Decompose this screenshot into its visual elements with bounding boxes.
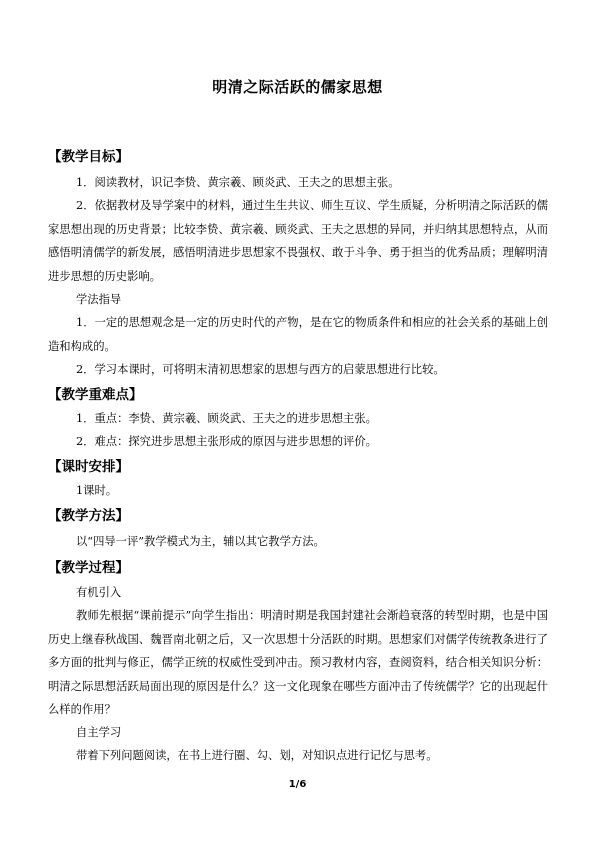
page-number: 1/6 — [288, 779, 307, 790]
process-intro-label: 有机引入 — [76, 586, 122, 599]
process-intro-text: 教师先根据“课前提示”向学生指出：明清时期是我国封建社会渐趋衰落的转型时期，也是中国历史上继春秋战国、魏晋南北朝之后，又一次思想十分活跃的时期。思想家们对儒学传统教条进行了多方面的批判与修正，儒学正统的权威性受到冲击。预习教材内容，查阅资料，结合相关知识分析：明清之际思想活跃局面出现的原因是什么？这一文化现象在哪些方面冲击了传统儒学？它的出现起什么样的作用？ — [48, 609, 548, 716]
process-self-study-label: 自主学习 — [76, 726, 122, 739]
section-heading-key-points: 【教学重难点】 — [48, 387, 143, 403]
method-guide-label: 学法指导 — [76, 293, 122, 306]
method-guide-item-2: 2．学习本课时，可将明末清初思想家的思想与西方的启蒙思想进行比较。 — [76, 363, 445, 376]
method-guide-item-1: 1．一定的思想观念是一定的历史时代的产物，是在它的物质条件和相应的社会关系的基础上创造和构成的。 — [48, 316, 548, 353]
key-point-item-1: 1．重点：李贽、黄宗羲、顾炎武、王夫之的进步思想主张。 — [76, 412, 377, 425]
section-heading-method: 【教学方法】 — [48, 508, 129, 524]
objective-item-1: 1．阅读教材，识记李贽、黄宗羲、顾炎武、王夫之的思想主张。 — [76, 176, 400, 189]
schedule-text: 1课时。 — [76, 484, 118, 497]
section-heading-schedule: 【课时安排】 — [48, 459, 129, 475]
document-title: 明清之际活跃的儒家思想 — [212, 78, 383, 96]
objective-item-2: 2．依据教材及导学案中的材料，通过生生共议、师生互议、学生质疑，分析明清之际活跃的儒家思想出现的历史背景；比较李贽、黄宗羲、顾炎武、王夫之思想的异同，并归纳其思想特点，从而感悟明清儒学的新发展，感悟明清进步思想家不畏强权、敢于斗争、勇于担当的优秀品质；理解明清进步思想的历史影响。 — [48, 199, 548, 283]
process-self-study-text: 带着下列问题阅读，在书上进行圈、勾、划，对知识点进行记忆与思考。 — [76, 749, 438, 762]
section-heading-objectives: 【教学目标】 — [48, 149, 129, 165]
key-point-item-2: 2．难点：探究进步思想主张形成的原因与进步思想的评价。 — [76, 435, 377, 448]
section-heading-process: 【教学过程】 — [48, 560, 129, 576]
method-text: 以“四导一评”教学模式为主，辅以其它教学方法。 — [76, 535, 325, 548]
